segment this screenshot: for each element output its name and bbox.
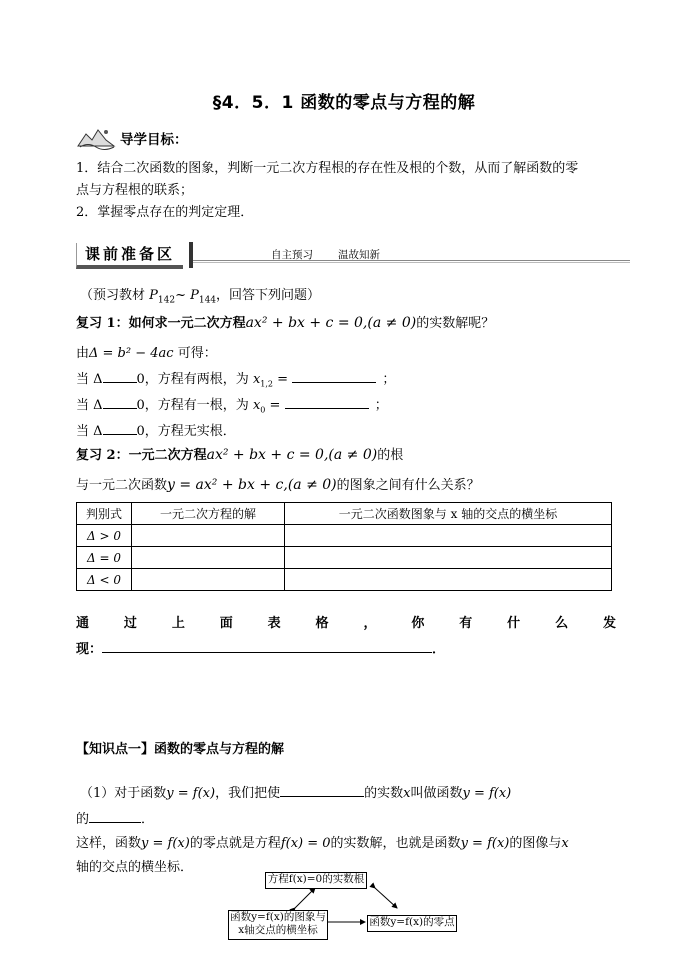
review-2-tail: 的根 xyxy=(377,448,404,463)
table-cell: Δ = 0 xyxy=(77,547,132,569)
banner-divider-lower xyxy=(193,262,630,263)
kp3-x: x xyxy=(561,836,569,851)
discovery-end: ． xyxy=(432,642,446,657)
knowledge-p2 xyxy=(76,808,154,827)
discovery-char: 格 xyxy=(315,616,329,631)
case-one-root xyxy=(76,394,388,415)
case1-prefix: 当 Δ xyxy=(76,372,103,387)
goal-item-2: 2．掌握零点存在的判定定理． xyxy=(76,205,254,220)
kp3-text-d: 的图像与 xyxy=(509,836,562,851)
knowledge-p3 xyxy=(76,832,569,851)
kp2-prefix: 的 xyxy=(76,812,90,827)
case3-text: 0，方程无实根． xyxy=(136,424,236,439)
kp3-eq2: f(x) = 0 xyxy=(280,836,331,851)
disc-suffix: 可得： xyxy=(173,346,217,361)
case2-sub: 0 xyxy=(260,405,266,415)
case2-var: x xyxy=(252,398,261,413)
table-header-cell: 一元二次方程的解 xyxy=(132,503,285,525)
diagram-left-line-2: x轴交点的横坐标 xyxy=(238,924,318,936)
equivalence-diagram xyxy=(225,868,465,948)
table-cell-blank[interactable] xyxy=(285,569,612,591)
kp1-text-c: 的实数 xyxy=(364,786,404,801)
case2-equals: = xyxy=(265,398,285,413)
page-title: §4．5．1 函数的零点与方程的解 xyxy=(212,93,476,113)
kp1-text-b: ，我们把使 xyxy=(215,786,281,801)
discovery-line-1 xyxy=(76,612,616,631)
discriminant-line xyxy=(76,342,217,361)
goals-label: 导学目标： xyxy=(120,132,188,148)
preview-instruction xyxy=(80,284,320,306)
banner-title: 课前准备区 xyxy=(76,243,183,269)
review-2-line-2 xyxy=(76,474,480,493)
table-header-cell: 判别式 xyxy=(77,503,132,525)
page-sub-1: 142 xyxy=(157,295,176,306)
case1-blank-roots[interactable] xyxy=(292,370,376,383)
discovery-blank[interactable] xyxy=(102,640,432,653)
kp1-eq1: y = f(x) xyxy=(166,786,216,801)
disc-prefix: 由 xyxy=(76,346,90,361)
section-banner xyxy=(76,240,630,270)
kp3-eq3: y = f(x) xyxy=(460,836,510,851)
case3-blank-sign[interactable] xyxy=(103,422,137,435)
case2-text: 0，方程有一根，为 xyxy=(136,398,249,413)
review-2-label: 复习 2： xyxy=(76,448,129,463)
knowledge-p1 xyxy=(80,782,511,801)
case1-var: x xyxy=(252,372,261,387)
preview-text-a: （预习教材 xyxy=(80,288,150,303)
table-header-cell: 一元二次函数图象与 x 轴的交点的横坐标 xyxy=(285,503,612,525)
table-cell: Δ < 0 xyxy=(77,569,132,591)
case1-sub: 1,2 xyxy=(260,379,274,389)
discovery-char: 表 xyxy=(267,616,281,631)
case1-blank-sign[interactable] xyxy=(103,370,137,383)
discovery-char: 发 xyxy=(602,616,616,631)
diagram-box-equation-root: 方程f(x)=0的实数根 xyxy=(265,872,367,889)
case-two-roots xyxy=(76,368,395,389)
scenery-icon xyxy=(76,126,116,150)
diagram-box-function-zero: 函数y=f(x)的零点 xyxy=(367,915,457,932)
comparison-table xyxy=(76,502,612,591)
discovery-char: 什 xyxy=(507,616,521,631)
discovery-char: 么 xyxy=(555,616,569,631)
knowledge-p4: 轴的交点的横坐标． xyxy=(76,860,194,875)
case-no-root xyxy=(76,420,236,439)
kp3-prefix: 这样，函数 xyxy=(76,836,142,851)
discovery-char: ， xyxy=(363,616,377,631)
page-var-1: P xyxy=(149,288,158,303)
review-2-text: 一元二次方程 xyxy=(128,448,207,463)
discovery-prefix: 现： xyxy=(76,642,103,657)
kp1-x: x xyxy=(403,786,411,801)
table-cell-blank[interactable] xyxy=(285,547,612,569)
case2-prefix: 当 Δ xyxy=(76,398,103,413)
discovery-char: 有 xyxy=(459,616,473,631)
diagram-box-graph-intersection xyxy=(228,910,328,940)
banner-divider xyxy=(193,260,630,261)
review-1-question xyxy=(76,312,494,331)
review-2-line2-prefix: 与一元二次函数 xyxy=(76,478,168,493)
kp1-text-d: 叫做函数 xyxy=(410,786,463,801)
banner-subtitle-1: 自主预习 xyxy=(271,249,313,261)
page-sub-2: 144 xyxy=(198,295,217,306)
kp3-text-c: 的实数解，也就是函数 xyxy=(330,836,461,851)
case1-end: ； xyxy=(382,372,396,387)
banner-bar xyxy=(189,242,193,268)
goals-header xyxy=(76,126,188,150)
knowledge-point-title: 【知识点一】函数的零点与方程的解 xyxy=(76,742,285,757)
table-cell-blank[interactable] xyxy=(285,525,612,547)
case3-prefix: 当 Δ xyxy=(76,424,103,439)
discovery-char: 通 xyxy=(76,616,90,631)
kp3-eq1: y = f(x) xyxy=(141,836,190,851)
kp3-text-b: 的零点就是方程 xyxy=(189,836,281,851)
kp2-blank-term[interactable] xyxy=(89,810,141,823)
kp1-prefix: （1）对于函数 xyxy=(80,786,167,801)
case2-end: ； xyxy=(374,398,388,413)
discovery-char: 上 xyxy=(171,616,185,631)
page-var-2: P xyxy=(190,288,199,303)
discovery-char: 你 xyxy=(411,616,425,631)
discovery-char: 面 xyxy=(219,616,233,631)
review-1-label: 复习 1：如何求一元二次方程 xyxy=(76,316,246,331)
case1-equals: = xyxy=(273,372,293,387)
goal-item-1-line-2: 点与方程根的联系； xyxy=(76,183,194,198)
review-1-tail: 的实数解呢？ xyxy=(416,316,495,331)
review-2-function: y = ax² + bx + c,(a ≠ 0) xyxy=(167,477,337,493)
kp1-blank-condition[interactable] xyxy=(280,784,364,797)
review-2-line2-suffix: 的图象之间有什么关系？ xyxy=(336,478,480,493)
review-2-question xyxy=(76,444,403,463)
kp1-eq2: y = f(x) xyxy=(462,786,512,801)
table-row xyxy=(77,525,612,547)
table-header-row xyxy=(77,503,612,525)
table-cell-blank[interactable] xyxy=(132,569,285,591)
case2-blank-root[interactable] xyxy=(285,396,369,409)
diagram-left-line-1: 函数y=f(x)的图象与 xyxy=(230,911,326,923)
preview-tilde: ~ xyxy=(175,288,191,303)
case2-blank-sign[interactable] xyxy=(103,396,137,409)
review-2-equation: ax² + bx + c = 0,(a ≠ 0) xyxy=(206,447,378,463)
table-cell: Δ > 0 xyxy=(77,525,132,547)
table-row xyxy=(77,547,612,569)
case1-text: 0，方程有两根，为 xyxy=(136,372,249,387)
table-row xyxy=(77,569,612,591)
discriminant-formula: Δ = b² − 4ac xyxy=(89,346,174,361)
discovery-char: 过 xyxy=(123,616,137,631)
review-1-equation: ax² + bx + c = 0,(a ≠ 0) xyxy=(245,315,417,331)
table-cell-blank[interactable] xyxy=(132,547,285,569)
table-cell-blank[interactable] xyxy=(132,525,285,547)
discovery-line-2 xyxy=(76,638,445,657)
goal-item-1-line-1: 1．结合二次函数的图象，判断一元二次方程根的存在性及根的个数，从而了解函数的零 xyxy=(76,161,579,176)
kp2-end: ． xyxy=(141,812,155,827)
preview-text-b: ，回答下列问题） xyxy=(216,288,321,303)
banner-subtitle-2: 温故知新 xyxy=(338,249,380,261)
